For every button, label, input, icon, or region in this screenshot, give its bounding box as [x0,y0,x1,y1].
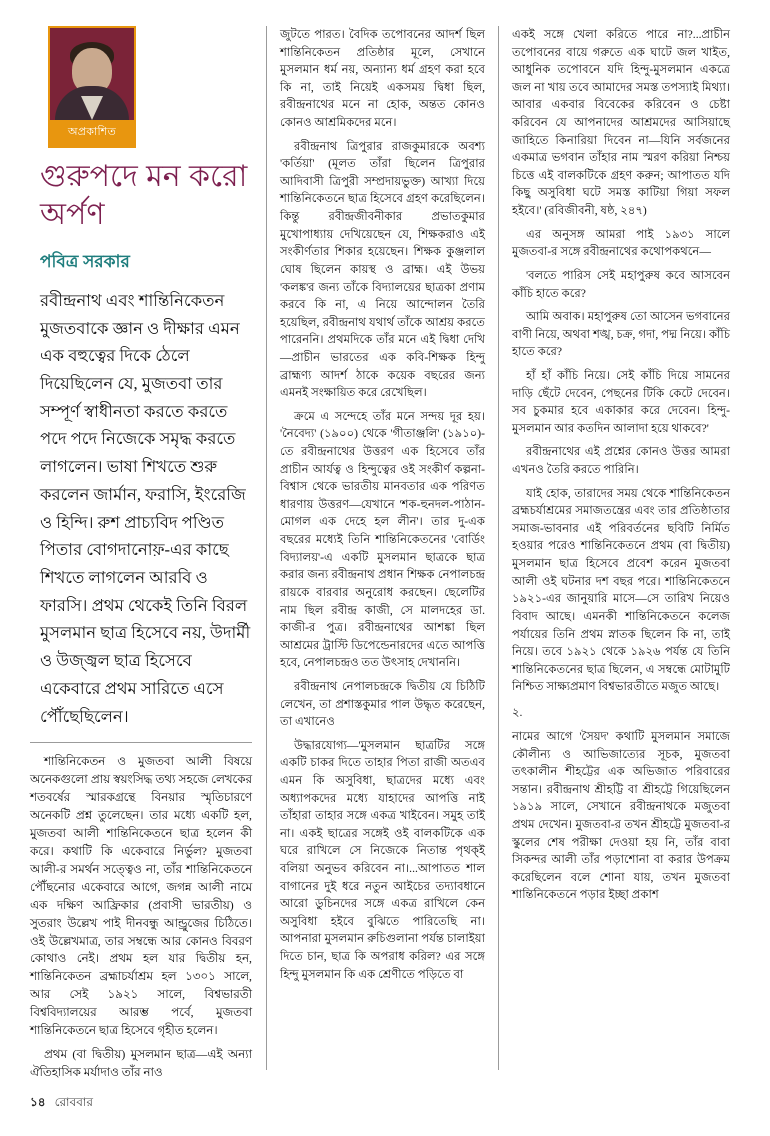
section-divider [30,742,252,743]
column-middle [266,26,498,1070]
column-left [30,26,266,1079]
masthead-label: রোববার [54,1095,93,1109]
page-number: ১৪ [30,1095,46,1109]
paragraph: এর অনুসঙ্গ আমরা পাই ১৯৩১ সালে মুজতবা-র সঙ্গে রবীন্দ্রনাথের কথোপকথনে— [512,227,730,259]
article-columns [30,26,740,1079]
lead-paragraph: রবীন্দ্রনাথ এবং শান্তিনিকেতন মুজতবাকে জ্ঞান ও দীক্ষার এমন এক বহুত্বের দিকে ঠেলে দিয়েছিলেন যে, মুজতবা তার সম্পূর্ণ স্বাধীনতা করতে করতে পদে পদে নিজেকে সমৃদ্ধ করতে লাগলেন। ভাষা শিখতে শুরু করলেন জার্মান, ফরাসি, ইংরেজি ও হিন্দি। রুশ প্রাচ্যবিদ পণ্ডিত পিতার বোগদানোফ়-এর কাছে শিখতে লাগলেন আরবি ও ফারসি। প্রথম থেকেই তিনি বিরল মুসলমান ছাত্র হিসেবে নয়, উদার্মী ও উজ্জ্বল ছাত্র হিসেবে একেবারে প্রথম সারিতে এসে পৌঁছেছিলেন। [40,290,251,726]
page-footer [30,1094,93,1114]
paragraph: রবীন্দ্রনাথ নেপালচন্দ্রকে দ্বিতীয় যে চিঠিটি লেখেন, তা প্রশাস্তকুমার পাল উদ্ধৃত করেছেন, তা এখানেও [280,679,485,729]
paragraph: উদ্ধারযোগ্য—'মুসলমান ছাত্রটির সঙ্গে একটি চাকর দিতে তাহার পিতা রাজী অতএব এমন কি অসুবিধা, ছাত্রদের মধ্যে এবং অধ্যাপকদের মধ্যে যাহাদের আপত্তি নাই তাঁহারা তাহার সঙ্গে একত্র খাইবেন। সমুহ তাই না। একই ছাত্রের সঙ্গেই ওই বালকটিকে এক ঘরে রাখিলে সে নিজেকে নিতান্ত পৃথক্‌ই বলিয়া অনুভব করিবেন না।...আপাতত শাল বাগানের দুই ধরে নতুন আইচের তদ্যাবধানে আরো ডুচিনদের সঙ্গে একত্র রাখিলে কেন অসুবিধা হইবে বুঝিতে পারিতেছি না। আপনারা মুসলমান রুচিগুলানা পর্যন্ত চালাইয়া দিতে চান, ছাত্র কি অপরাধ করিল? এর সঙ্গে হিন্দু মুসলমান কি এক শ্রেণীতে পড়িতে বা [280,738,485,981]
paragraph: রবীন্দ্রনাথ ত্রিপুরার রাজকুমারকে অবশ্য 'কর্তিয়া' (মূলত তাঁরা ছিলেন ত্রিপুরার আদিবাসী ত্রিপুরী সম্প্রদায়ভুক্ত) আখ্যা দিয়ে শান্তিনিকেতনে ছাত্র হিসেবে গ্রহণ করেছিলেন। কিন্তু রবীন্দ্রজীবনীকার প্রভাতকুমার মুখোপাধ্যায় দেখিয়েছেন যে, শিক্ষকরাও এই সংকীর্ণতার শিকার হয়েছেন। শিক্ষক কুঞ্জলাল ঘোষ ছিলেন কায়স্থ ও ব্রাহ্ম। এই উভয় 'কলঙ্ক'র জন্য তাঁকে বিদ্যালয়ের ছাত্রকা প্রণাম করবে কি না, এ নিয়ে আন্দোলন তৈরি হয়েছিল, রবীন্দ্রনাথ যথার্থ তাঁকে আশ্রয় করতে পারেননি। প্রথমদিকে তাঁর মনে এই দ্বিধা দেখি—প্রাচীন ভারতের এক কবি-শিক্ষক হিন্দু ব্রাহ্মণ্য আদর্শ ঠাকে কয়েক বছরের জন্য এমনই সংক্ষায়িত করে রেখেছিল। [280,139,485,400]
paragraph: একই সঙ্গে খেলা করিতে পারে না?...প্রাচীন তপোবনের বায়ে গরুতে এক ঘাটে জল খাইত, আধুনিক তপোবনে যদি হিন্দু-মুসলমান একত্রে জল না খায় তবে আমাদের সমস্ত তপস্যাই মিথ্যা। আবার একবার বিবেকের করিবেন ও চেষ্টা করিবেন যে আপনাদের আশ্রমদের আসিয়াছে জাহিতে কিনারিয়া দিবেন না—যিনি সর্বজনের একমাত্র ভগবান তাঁহার নাম স্মরণ করিয়া নিশ্চয় চিত্তে এই বালকটিকে গ্রহণ করুন; আপাতত যদি কিছু অসুবিধা ঘটে সমস্ত কাটিয়া গিয়া সফল হইবে।' (রবিজীবনী, ষষ্ঠ, ২৪৭) [512,28,730,218]
paragraph: শান্তিনিকেতন ও মুজতবা আলী বিষয়ে অনেকগুলো প্রায় স্বয়ংসিদ্ধ তথ্য সহজে লেখকের শতবর্ষের স্মারকগ্রন্থে বিনয়ার স্মৃতিচারণে অনেকটি প্রশ্ন তুলেছেন। তার মধ্যে একটি হল, মুজতবা আলী শান্তিনিকেতনে ছাত্র হলেন কী করে। কথাটি কি একেবারে নির্ভুল? মুজতবা আলী-র সমর্থন সত্ত্বেও না, তাঁর শান্তিনিকেতনে পৌঁছনোর একেবারে আগে, জগন্ন আলী নামে এক দক্ষিণ আফ্রিকার (প্রবাসী ভারতীয়) ও সুতরাং উল্লেখ পাই দীনবন্ধু আন্ড্রুজের চিঠিতে। ওই উল্লেখমাত্র, তার সম্বন্ধে আর কোনও বিবরণ কোথাও নেই। প্রথম হল যার দ্বিতীয় হন, শান্তিনিকেতন ব্রহ্মাচর্যাশ্রম হল ১৩০১ সালে, আর সেই ১৯২১ সালে, বিশ্বভারতী বিশ্ববিদ্যালয়ের আরম্ভ পর্বে, মুজতবা শান্তিনিকেতনে ছাত্র হিসেবে গৃহীত হলেন। [30,754,252,1038]
paragraph: রবীন্দ্রনাথের এই প্রশ্নের কোনও উত্তর আমরা এখনও তৈরি করতে পারিনি। [512,445,730,477]
paragraph: 'বলতে পারিস সেই মহাপুরুষ কবে আসবেন কাঁচি হাতে করে? [512,268,730,300]
paragraph: যাই হোক, তারাদের সময় থেকে শান্তিনিকেতন ব্রহ্মচর্যাশ্রমের সমাজতন্ত্রের এবং তার প্রতিষ্ঠাতার সমাজ-ভাবনার এই পরিবর্তনের ছবিটি নির্মিত হওয়ার পরেও শান্তিনিকেতনে প্রথম (বা দ্বিতীয়) মুসলমান ছাত্র হিসেবে প্রবেশ করেন মুজতবা আলী ওই ঘটনার দশ বছর পরে। শান্তিনিকেতনে ১৯২১-এর জানুয়ারি মাসে—সে তারিখ নিয়েও বিবাদ আছে। এমনকী শান্তিনিকেতনে কলেজ পর্যায়ের তিনি প্রথম স্নাতক ছিলেন কি না, তাই নিয়ে। তবে ১৯২১ থেকে ১৯২৬ পর্যন্ত যে তিনি শান্তিনিকেতনের ছাত্র ছিলেন, এ সম্বন্ধে মোটামুটি নিশ্চিত সাক্ষ্যপ্রমাণ বিশ্বভারতীতে মজুত আছে। [512,486,730,694]
column-right [498,26,730,1070]
paragraph: হাঁ হাঁ কাঁচি নিয়ে। সেই কাঁচি দিয়ে সামনের দাড়ি ছেঁটে দেবেন, পেছনের টিকি কেটে দেবেন। সব চুকমার হবে একাকার করে দেবেন। হিন্দু-মুসলমান আর কতদিন আলাদা হয়ে থাকবে?' [512,368,730,435]
author-portrait [50,28,134,120]
photo-caption-label: অপ্রকাশিত [50,120,134,146]
author-byline: পবিত্র সরকার [40,251,130,271]
paragraph: ক্রমে এ সন্দেহে তাঁর মনে সন্দয় দূর হয়। 'নৈবেদ্য' (১৯০০) থেকে 'গীতাঞ্জলি' (১৯১০)-তে রবীন্দ্রনাথের উত্তরণ এক হিসেবে তাঁর প্রাচীন আর্যত্ব ও হিন্দুত্বের ওই সংকীর্ণ কল্পনা-বিশ্বাস থেকে ভারতীয় মানবতার এক পরিণত ধারণায় উত্তরণ—যেখানে 'শক-হুনদল-পাঠান-মোগল এক দেহে হল লীন'। তার দু-এক বছরের মধ্যেই তিনি শান্তিনিকেতনের 'বোর্ডিং বিদ্যালয়'-এ একটি মুসলমান ছাত্রকে ছাত্র করার জন্য রবীন্দ্রনাথ প্রধান শিক্ষক নেপালচন্দ্র রায়কে বারবার অনুরোধ করছেন। ছেলেটির নাম ছিল রবীন্দ্র কাজী, সে মালদহের ডা. কাজী-র পুত্র। রবীন্দ্রনাথের আশঙ্কা ছিল আশ্রমের ট্রাস্টি ডিপেন্ডেনারদের এতে আপত্তি হবে, নেপালচন্দ্রও তত উৎসাহ দেখাননি। [280,409,485,670]
page-title: গুরুপদে মন করো অর্পণ [40,160,248,232]
section-number: ২. [512,705,523,719]
paragraph: নামের আগে 'সৈয়দ' কথাটি মুসলমান সমাজে কৌলীন্য ও আভিজাত্যের সূচক, মুজতবা তৎকালীন শীহট্টের এক অভিজাত পরিবারের সন্তান। রবীন্দ্রনাথ শ্রীহট্টি বা শ্রীহট্টে গিয়েছিলেন ১৯১৯ সালে, সেখানে রবীন্দ্রনাথকে মজুতবা প্রথম দেখেন। মুজতবা-র তখন শ্রীহট্টে মুজতবা-র স্কুলের শেষ পরীক্ষা দেওয়া হয় নি, তাঁর বাবা সিকন্দর আলী তাঁর পড়াশোনা বা করার উপক্রম করেছিলেন বলে শোনা যায়, তখন মুজতবা শান্তিনিকেতনে পড়ার ইচ্ছা প্রকাশ [512,729,730,902]
paragraph: আমি অবাক। মহাপুরুষ তো আসেন ভগবানের বাণী নিয়ে, অথবা শঙ্খ, চক্র, গদা, পদ্ম নিয়ে। কাঁচি হাতে করে? [512,310,730,359]
paragraph: প্রথম (বা দ্বিতীয়) মুসলমান ছাত্র—এই অন্যা ঐতিহাসিক মর্যাদাও তাঁর নাও [30,1047,252,1079]
paragraph: জুটতে পারত। বৈদিক তপোবনের আদর্শ ছিল শান্তিনিকেতন প্রতিষ্ঠার মূলে, সেখানে মুসলমান ধর্ম নয়, অন্যান্য ধর্ম গ্রহণ করা হবে কি না, তাই নিয়েই একসময় দ্বিধা ছিল, রবীন্দ্রনাথের মনে না হোক, অন্তত কোনও কোনও আশ্রমিকদের মনে। [280,28,485,130]
author-photo-block [48,26,136,148]
